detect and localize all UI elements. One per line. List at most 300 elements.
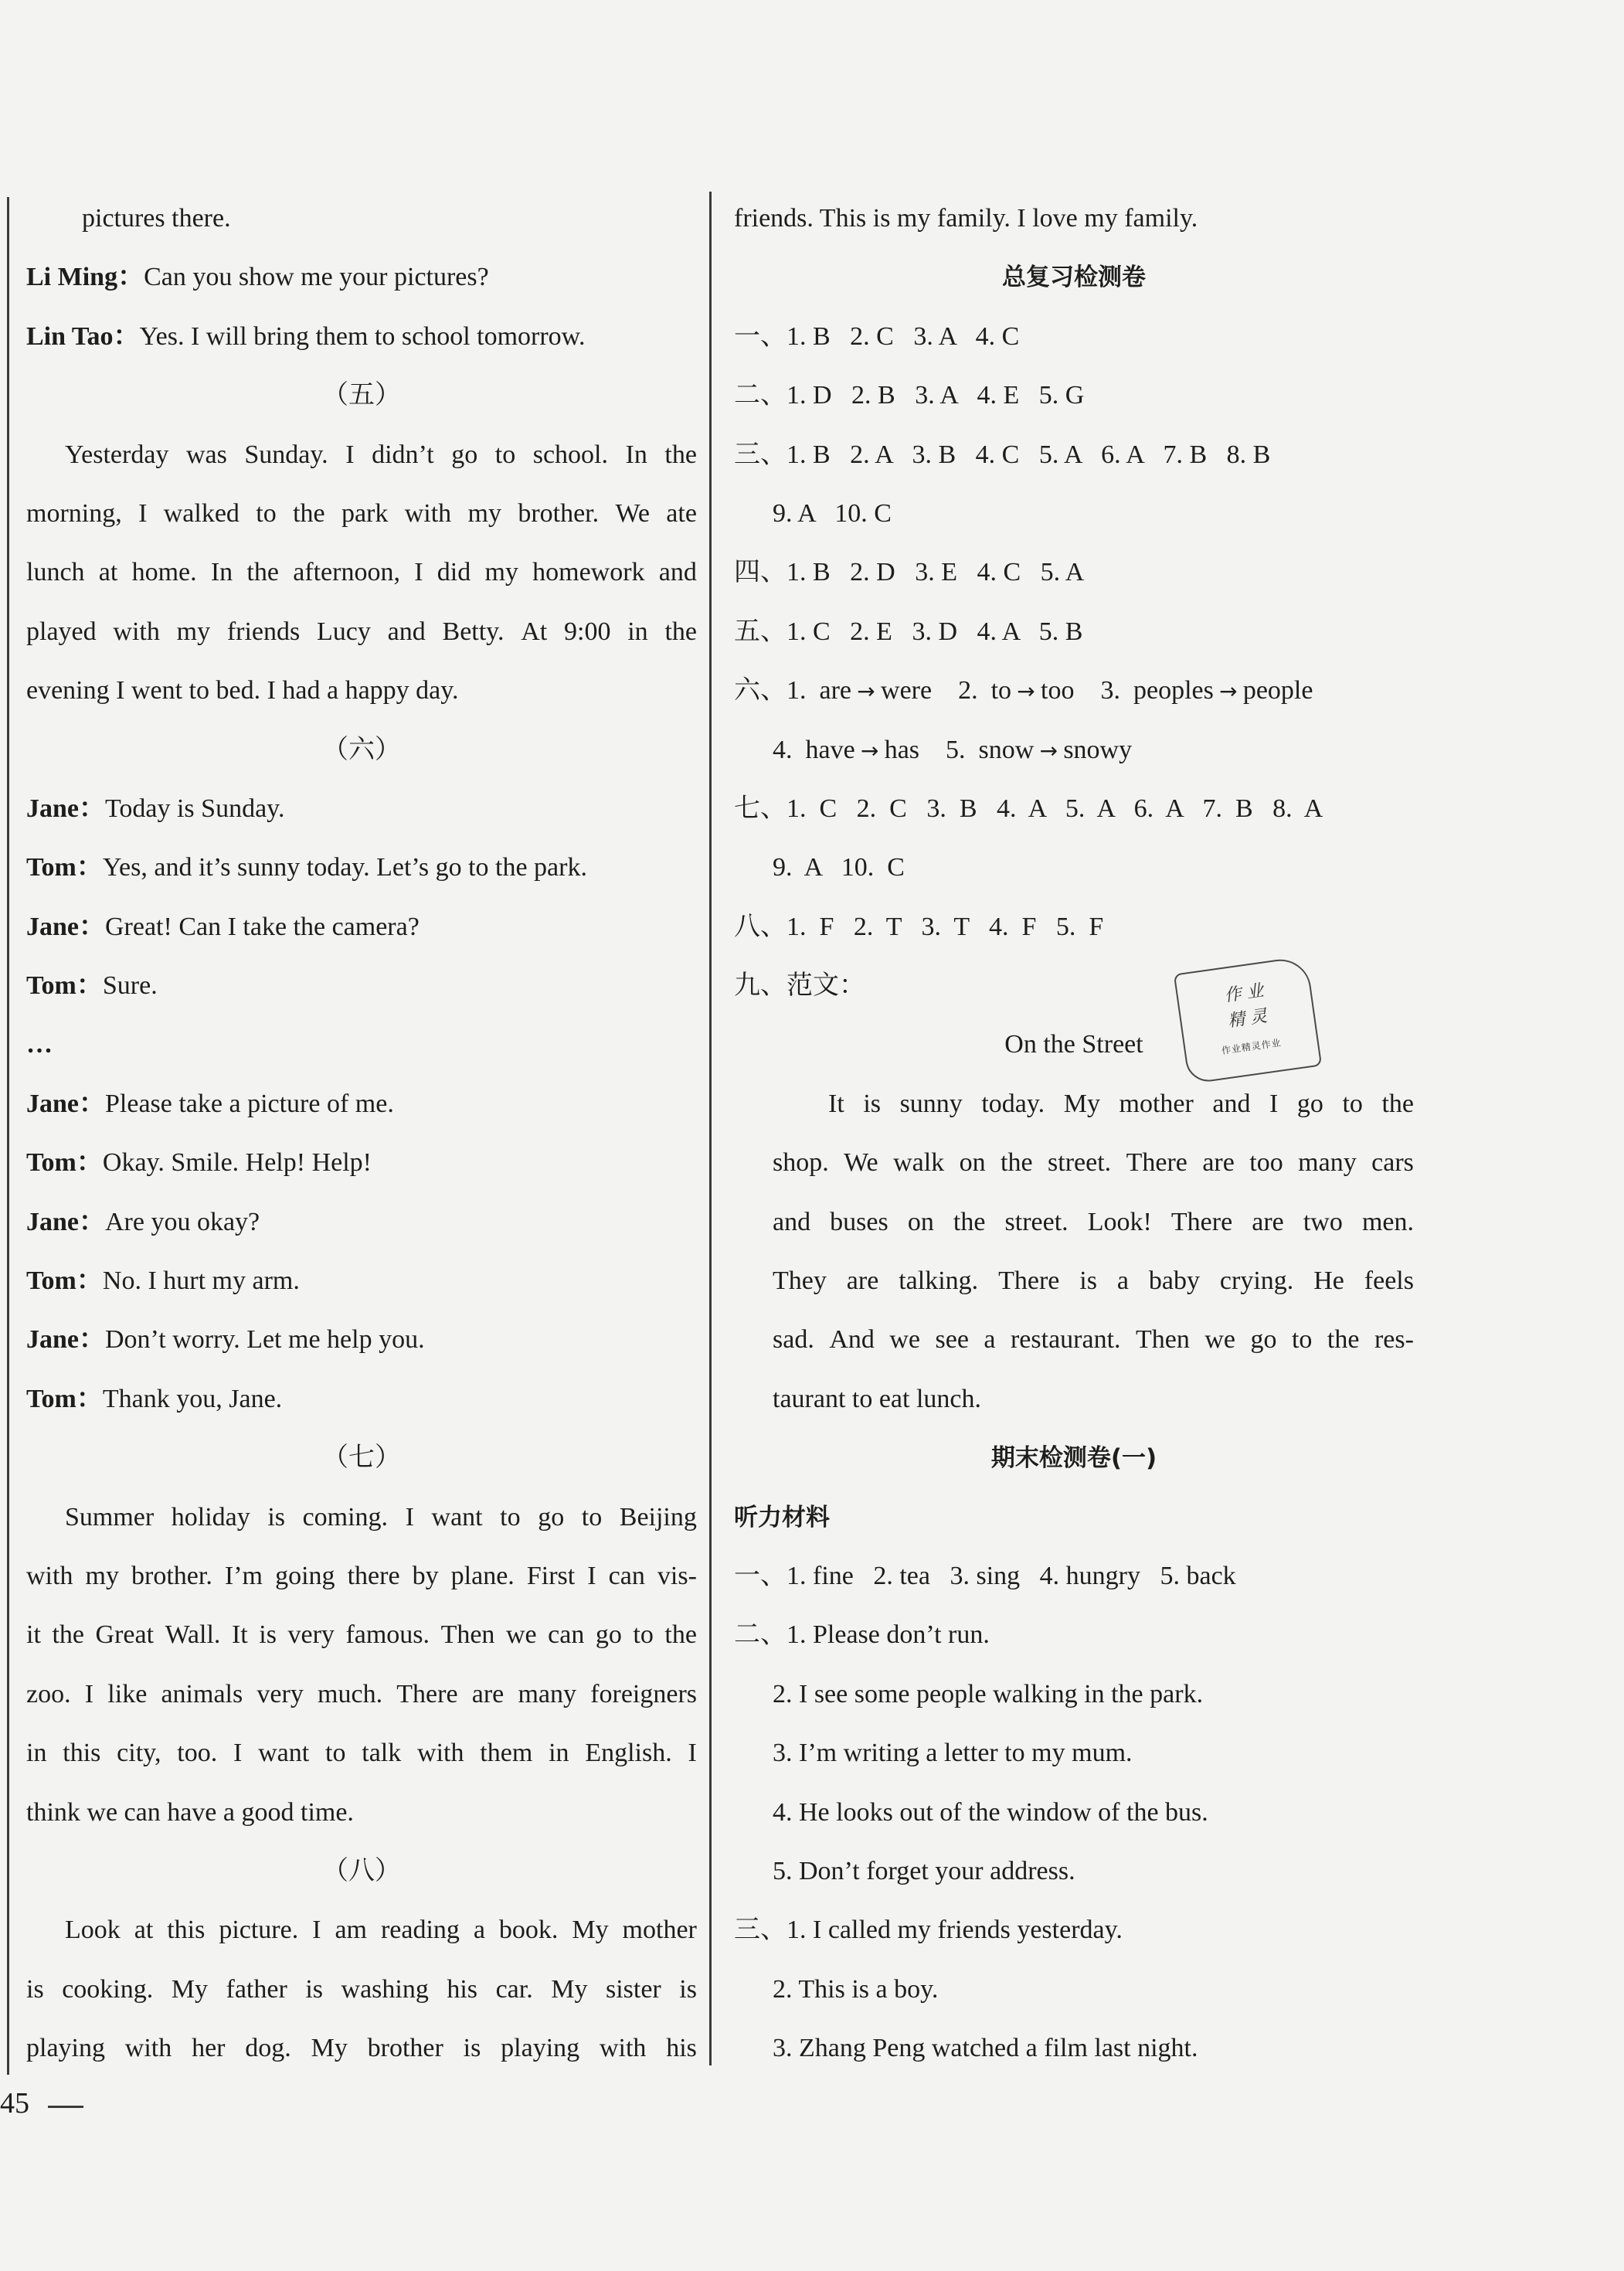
- paragraph-8: [26, 1905, 697, 2082]
- word: English.: [585, 1739, 672, 1768]
- answer-line: 四、1. B 2. D 3. E 4. C 5. A: [734, 558, 1085, 587]
- final-test-heading: 期末检测卷(一): [990, 1444, 1157, 1473]
- section-heading-8: （八）: [322, 1856, 401, 1885]
- word: My: [171, 1974, 208, 2004]
- speaker: Li Ming：: [26, 263, 144, 292]
- word: We: [844, 1148, 878, 1178]
- word: Look: [65, 1916, 121, 1945]
- listening-items: [734, 1669, 1414, 1906]
- word: And: [829, 1325, 875, 1355]
- corrected-word: people: [1242, 676, 1340, 705]
- text-line: [26, 1610, 697, 1668]
- word: we: [1204, 1325, 1236, 1355]
- word: In: [625, 440, 647, 469]
- word: at: [134, 1916, 154, 1945]
- word: his: [666, 2034, 697, 2063]
- word: with: [124, 2034, 172, 2063]
- word: are: [1202, 1148, 1235, 1178]
- word: zoo.: [26, 1679, 71, 1708]
- listening-line: 5. Don’t forget your address.: [773, 1856, 1075, 1885]
- word: Great: [95, 1620, 155, 1650]
- word: famous.: [345, 1620, 430, 1650]
- answer-line: 七、1. C 2. C 3. B 4. A 5. A 6. A 7. B 8. A: [734, 794, 1323, 823]
- text-line: [26, 1669, 697, 1728]
- word: with: [26, 1561, 73, 1590]
- word: them: [480, 1739, 533, 1768]
- word: my: [85, 1561, 119, 1590]
- word: much.: [318, 1679, 383, 1708]
- word: playing: [501, 2034, 580, 2063]
- speaker: Jane：: [26, 912, 105, 941]
- word: on: [907, 1207, 934, 1236]
- word: the: [1327, 1325, 1360, 1355]
- answer-line: 八、1. F 2. T 3. T 4. F 5. F: [734, 912, 1104, 941]
- speaker: Tom：: [26, 1266, 103, 1296]
- word: go: [595, 1620, 622, 1650]
- word: Then: [1136, 1325, 1190, 1355]
- word: did: [437, 558, 471, 587]
- dialog-line: [26, 842, 697, 901]
- dialog-line: [26, 960, 697, 1019]
- word: the: [293, 498, 325, 528]
- word: and: [658, 558, 697, 587]
- word: I: [414, 558, 423, 587]
- word: go: [1250, 1325, 1277, 1355]
- watermark-stamp: [1174, 956, 1322, 1085]
- stamp-text: 精 灵: [1226, 1006, 1269, 1032]
- right-column: [734, 193, 1414, 2082]
- word: I: [138, 498, 148, 528]
- word: there: [347, 1561, 400, 1590]
- section-heading-5: （五）: [322, 381, 401, 410]
- dialog-line: [26, 784, 697, 842]
- essay-body: [734, 1079, 1414, 1374]
- corrected-word: snowy: [1063, 735, 1159, 764]
- word: street.: [1004, 1207, 1069, 1236]
- text-line: [773, 1256, 1414, 1314]
- word: my: [484, 558, 518, 587]
- word: Betty.: [442, 617, 505, 646]
- page-number: 45: [0, 2087, 29, 2120]
- dialog-line: [26, 1137, 697, 1196]
- word: to: [325, 1739, 346, 1768]
- answer-line: 五、1. C 2. E 3. D 4. A 5. B: [734, 617, 1083, 646]
- word: There: [998, 1266, 1060, 1296]
- word: buses: [830, 1207, 888, 1236]
- word: talk: [362, 1739, 402, 1768]
- word: is: [259, 1620, 277, 1650]
- correction-line: [734, 665, 1414, 724]
- text-line: [773, 1079, 1414, 1137]
- word: My: [551, 1974, 588, 2004]
- text-line: [26, 488, 697, 547]
- word: walk: [893, 1148, 945, 1178]
- utterance: Great! Can I take the camera?: [105, 912, 420, 941]
- word: lunch: [26, 558, 85, 587]
- word: I: [1269, 1089, 1279, 1118]
- word: this: [167, 1916, 206, 1945]
- word: my: [176, 617, 211, 646]
- word: to: [1291, 1325, 1313, 1355]
- utterance: Today is Sunday.: [105, 794, 285, 823]
- word: is: [863, 1089, 882, 1118]
- listening-line: 三、1. I called my friends yesterday.: [734, 1916, 1123, 1945]
- word: brother: [367, 2034, 443, 2063]
- word: I: [587, 1561, 596, 1590]
- word: There: [1126, 1148, 1187, 1178]
- word: was: [185, 440, 227, 469]
- word: very: [287, 1620, 335, 1650]
- dialog-line: [26, 311, 697, 370]
- word: the: [246, 558, 279, 587]
- word: are: [846, 1266, 879, 1296]
- word: the: [1001, 1148, 1033, 1178]
- word: by: [412, 1561, 439, 1590]
- utterance: Thank you, Jane.: [102, 1384, 283, 1413]
- word: My: [311, 2034, 348, 2063]
- text-line: [26, 1492, 697, 1551]
- word: cooking.: [62, 1974, 154, 2004]
- word: we: [889, 1325, 921, 1355]
- essay-title: On the Street: [1004, 1030, 1143, 1059]
- text-line: think we can have a good time.: [26, 1797, 354, 1827]
- word: too.: [177, 1739, 218, 1768]
- word: dog.: [245, 2034, 291, 2063]
- word: animals: [161, 1679, 243, 1708]
- text-line: [26, 547, 697, 606]
- listening-line: 二、1. Please don’t run.: [734, 1620, 990, 1650]
- word: going: [275, 1561, 335, 1590]
- word: sunny: [899, 1089, 963, 1118]
- arrow-right-icon: →: [1219, 678, 1238, 705]
- word: go: [538, 1502, 565, 1532]
- item-number: 六、1.: [734, 676, 820, 705]
- word: First: [526, 1561, 576, 1590]
- word: with: [417, 1739, 464, 1768]
- listening-line: 2. This is a boy.: [773, 1974, 939, 2004]
- wrong-word: are: [819, 676, 852, 705]
- word: At: [521, 617, 548, 646]
- utterance: Okay. Smile. Help! Help!: [102, 1148, 372, 1178]
- dialog-6: [26, 784, 697, 1433]
- word: want: [431, 1502, 483, 1532]
- word: the: [1381, 1089, 1414, 1118]
- word: reading: [380, 1916, 460, 1945]
- wrong-word: to: [990, 676, 1012, 705]
- column-divider: [709, 192, 712, 2065]
- word: are: [471, 1679, 505, 1708]
- word: on: [959, 1148, 986, 1178]
- word: plane.: [450, 1561, 515, 1590]
- text-line: [26, 430, 697, 488]
- word: to: [500, 1502, 521, 1532]
- listening-line: 3. Zhang Peng watched a film last night.: [773, 2034, 1198, 2063]
- word: too: [1249, 1148, 1283, 1178]
- model-essay-label: 九、范文：: [734, 971, 865, 1001]
- speaker: Jane：: [26, 794, 105, 823]
- item-number: 5.: [946, 735, 979, 764]
- word: a: [473, 1916, 485, 1945]
- listening-line: 2. I see some people walking in the park.: [773, 1679, 1204, 1708]
- utterance: Don’t worry. Let me help you.: [105, 1325, 425, 1355]
- word: men.: [1361, 1207, 1414, 1236]
- word: are: [1252, 1207, 1284, 1236]
- answer-line: 9. A 10. C: [773, 853, 905, 882]
- word: the: [664, 1620, 697, 1650]
- word: I: [688, 1739, 697, 1768]
- word: brother.: [518, 498, 600, 528]
- word: go: [451, 440, 478, 469]
- listening-line: 3. I’m writing a letter to my mum.: [773, 1739, 1133, 1768]
- word: There: [396, 1679, 458, 1708]
- listening-line: 4. He looks out of the window of the bus.: [773, 1797, 1208, 1827]
- utterance: Yes. I will bring them to school tomorrow.: [139, 321, 586, 351]
- word: Yesterday: [65, 440, 169, 469]
- section-heading-6: （六）: [322, 735, 401, 764]
- word: cars: [1371, 1148, 1414, 1178]
- dialog-line: [26, 1256, 697, 1314]
- dialog-line: [26, 1079, 697, 1137]
- paragraph-7: [26, 1492, 697, 1787]
- word: and: [773, 1207, 811, 1236]
- word: He: [1313, 1266, 1344, 1296]
- word: res-: [1374, 1325, 1414, 1355]
- word: book.: [498, 1916, 559, 1945]
- word: father: [226, 1974, 287, 2004]
- word: They: [773, 1266, 827, 1296]
- word: the: [664, 440, 697, 469]
- utterance: Sure.: [102, 971, 158, 1001]
- word: home.: [131, 558, 197, 587]
- answer-line: 三、1. B 2. A 3. B 4. C 5. A 6. A 7. B 8. B: [734, 440, 1271, 469]
- answer-line: 9. A 10. C: [773, 498, 892, 528]
- word: his: [447, 1974, 478, 2004]
- word: am: [335, 1916, 367, 1945]
- word: Beijing: [619, 1502, 697, 1532]
- word: Wall.: [165, 1620, 221, 1650]
- answer-line: 一、1. B 2. C 3. A 4. C: [734, 321, 1020, 351]
- speaker: Tom：: [26, 853, 103, 882]
- word: picture.: [219, 1916, 299, 1945]
- speaker: Jane：: [26, 1207, 105, 1236]
- word: crying.: [1219, 1266, 1294, 1296]
- word: can: [548, 1620, 585, 1650]
- text-line: [26, 1905, 697, 1963]
- text-line: [773, 1137, 1414, 1196]
- speaker: Lin Tao：: [26, 321, 140, 351]
- word: shop.: [773, 1148, 829, 1178]
- review-test-heading: 总复习检测卷: [1002, 263, 1146, 292]
- word: to: [1342, 1089, 1363, 1118]
- word: Lucy: [317, 617, 371, 646]
- wrong-word: snow: [978, 735, 1035, 764]
- word: in: [549, 1739, 569, 1768]
- word: I: [312, 1916, 321, 1945]
- word: My: [572, 1916, 609, 1945]
- word: is: [463, 2034, 481, 2063]
- text-line: evening I went to bed. I had a happy day.: [26, 676, 459, 705]
- arrow-right-icon: →: [1017, 678, 1035, 705]
- word: homework: [532, 558, 645, 587]
- word: mother: [622, 1916, 697, 1945]
- page-number-dash: [48, 2106, 83, 2108]
- word: today.: [981, 1089, 1045, 1118]
- dialog-line: [26, 1019, 697, 1078]
- listening-material-heading: 听力材料: [734, 1503, 830, 1532]
- word: It: [231, 1620, 248, 1650]
- answer-line: 一、1. fine 2. tea 3. sing 4. hungry 5. back: [734, 1561, 1236, 1590]
- word: in: [627, 617, 648, 646]
- word: morning,: [26, 498, 122, 528]
- word: mother: [1119, 1089, 1194, 1118]
- arrow-right-icon: →: [860, 737, 879, 763]
- word: car.: [495, 1974, 533, 2004]
- listening-items: [734, 1964, 1414, 2082]
- word: I’m: [224, 1561, 263, 1590]
- paragraph-5: [26, 430, 697, 666]
- word: can: [608, 1561, 645, 1590]
- stamp-text: 作业精灵作业: [1221, 1037, 1283, 1057]
- word: to: [494, 440, 516, 469]
- speaker: Tom：: [26, 1148, 103, 1178]
- item-number: 4.: [773, 735, 806, 764]
- word: walked: [163, 498, 240, 528]
- word: sister: [605, 1974, 661, 2004]
- word: brother.: [131, 1561, 212, 1590]
- word: at: [98, 558, 118, 587]
- corrected-word: too: [1041, 676, 1101, 705]
- word: the: [52, 1620, 84, 1650]
- word: didn’t: [372, 440, 434, 469]
- utterance: Are you okay?: [105, 1207, 260, 1236]
- word: street.: [1048, 1148, 1112, 1178]
- wrong-word: have: [805, 735, 855, 764]
- text-line: [26, 1551, 697, 1610]
- text-line: friends. This is my family. I love my family.: [734, 204, 1198, 233]
- word: park: [341, 498, 389, 528]
- word: to: [633, 1620, 654, 1650]
- word: holiday: [171, 1502, 250, 1532]
- word: foreigners: [590, 1679, 697, 1708]
- dialog-line: [26, 1374, 697, 1433]
- word: is: [26, 1974, 44, 2004]
- word: is: [305, 1974, 323, 2004]
- word: There: [1170, 1207, 1233, 1236]
- word: many: [1298, 1148, 1357, 1178]
- word: two: [1303, 1207, 1343, 1236]
- word: we: [505, 1620, 537, 1650]
- word: I: [233, 1739, 243, 1768]
- word: to: [581, 1502, 603, 1532]
- correction-line: [734, 725, 1414, 784]
- corrected-word: has: [884, 735, 946, 764]
- word: the: [664, 617, 697, 646]
- word: 9:00: [564, 617, 611, 646]
- word: afternoon,: [293, 558, 400, 587]
- word: ate: [666, 498, 697, 528]
- word: very: [257, 1679, 304, 1708]
- dialog-line: [26, 1314, 697, 1373]
- section-heading-7: （七）: [322, 1443, 401, 1473]
- speaker: …: [26, 1030, 53, 1059]
- word: see: [935, 1325, 969, 1355]
- text-line: [26, 1728, 697, 1787]
- word: washing: [341, 1974, 429, 2004]
- word: city,: [117, 1739, 161, 1768]
- text-line: taurant to eat lunch.: [773, 1384, 982, 1413]
- word: with: [113, 617, 160, 646]
- word: this: [63, 1739, 101, 1768]
- dialog-line: [26, 252, 697, 311]
- word: with: [404, 498, 452, 528]
- dialog-line: [26, 902, 697, 960]
- word: sad.: [773, 1325, 814, 1355]
- word: her: [192, 2034, 226, 2063]
- word: and: [1212, 1089, 1251, 1118]
- word: my: [467, 498, 501, 528]
- word: baby: [1148, 1266, 1200, 1296]
- word: go: [1296, 1089, 1323, 1118]
- arrow-right-icon: →: [857, 678, 875, 705]
- word: is: [679, 1974, 697, 2004]
- word: Look!: [1087, 1207, 1152, 1236]
- word: talking.: [899, 1266, 979, 1296]
- text-line: [26, 607, 697, 665]
- corrected-word: were: [881, 676, 959, 705]
- text-line: [26, 1964, 697, 2023]
- item-number: 2.: [958, 676, 991, 705]
- speaker: Jane：: [26, 1325, 105, 1355]
- word: is: [267, 1502, 286, 1532]
- word: a: [1116, 1266, 1129, 1296]
- word: is: [1079, 1266, 1097, 1296]
- word: Summer: [65, 1502, 155, 1532]
- word: it: [26, 1620, 41, 1650]
- word: vis-: [657, 1561, 697, 1590]
- word: It: [828, 1089, 844, 1118]
- word: school.: [532, 440, 609, 469]
- word: want: [258, 1739, 310, 1768]
- word: I: [405, 1502, 414, 1532]
- word: restaurant.: [1010, 1325, 1121, 1355]
- word: and: [387, 617, 426, 646]
- word: like: [107, 1679, 148, 1708]
- text-line: [773, 1314, 1414, 1373]
- text-line: [26, 2023, 697, 2082]
- text-line: pictures there.: [82, 204, 231, 233]
- word: Sunday.: [244, 440, 328, 469]
- wrong-word: peoples: [1133, 676, 1214, 705]
- word: playing: [26, 2034, 105, 2063]
- word: many: [518, 1679, 576, 1708]
- word: I: [84, 1679, 94, 1708]
- word: Then: [440, 1620, 495, 1650]
- word: to: [256, 498, 277, 528]
- utterance: Please take a picture of me.: [105, 1089, 394, 1118]
- arrow-right-icon: →: [1039, 737, 1058, 763]
- word: We: [615, 498, 650, 528]
- text-line: [773, 1197, 1414, 1256]
- utterance: No. I hurt my arm.: [102, 1266, 300, 1296]
- word: My: [1063, 1089, 1100, 1118]
- word: In: [210, 558, 233, 587]
- word: coming.: [302, 1502, 389, 1532]
- word: with: [599, 2034, 647, 2063]
- left-column: [26, 193, 697, 2082]
- speaker: Jane：: [26, 1089, 105, 1118]
- item-number: 3.: [1100, 676, 1133, 705]
- speaker: Tom：: [26, 971, 103, 1001]
